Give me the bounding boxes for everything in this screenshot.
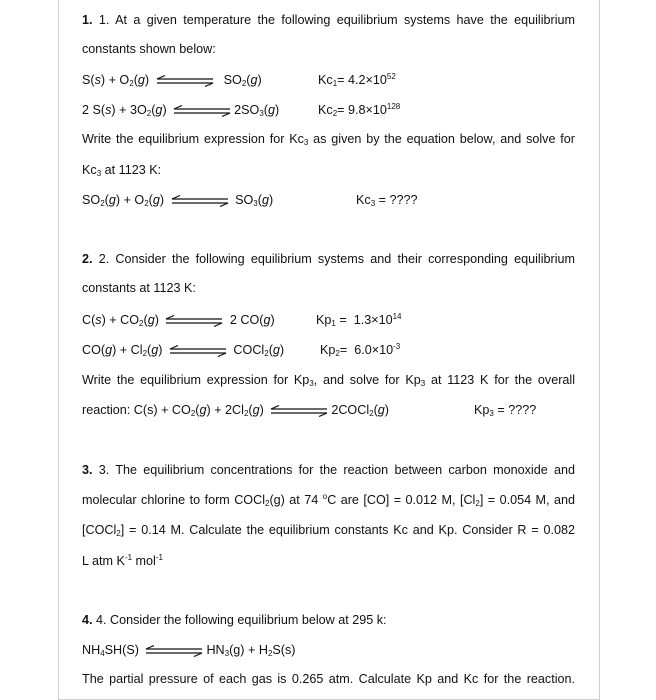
q1-instruction: Write the equilibrium expression for $Kc_3$ as given by the equation below, and solve for [82,132,575,147]
q1-reaction-3: $SO_2(g) + O_2(g)$ $SO_3(g)$ [82,193,274,208]
q1-kc3: $Kc_3$ = ???? [356,193,418,208]
q2-reaction-2: $CO(g) + Cl_2(g)$ COCl$_2$(g) [82,343,285,358]
q2-instr-a: Write the equilibrium expression for Kp [82,373,310,387]
q2-kp1: $Kp_1 = 1.3\times 10^{14}$ [316,312,402,328]
q2-instr-c: at 1123 K for the overall [425,373,576,387]
q4-intro: 4. 4. Consider the following equilibrium below at 295 k: [82,613,387,627]
q2-intro: 2. 2. Consider the following equilibrium systems and their corresponding equilibrium [82,252,576,266]
equilibrium-arrow-icon [170,195,230,207]
q3-line-2d: ] = 0.054 M, and [479,493,576,507]
q2-instruction: Write the equilibrium expression for $Kp_3$, and solve for $Kp_3$ at 1123 K for the overall [82,373,576,388]
q4-reaction-left: NH [82,643,101,657]
q3-line-1-text: 3. The equilibrium concentrations for the reaction between carbon monoxide and [98,463,575,477]
q1-intro-2: constants shown below: [82,42,216,56]
equilibrium-arrow-icon [144,645,204,657]
q2-intro-2: constants at 1123 K: [82,281,196,295]
q1-reaction-1: $S(s) + O_2(g)$ $SO_2(g)$ [82,73,262,88]
q4-intro-text: 4. Consider the following equilibrium below at 295 k: [96,613,387,627]
q2-overall-label: reaction: C(s) + CO [82,403,191,417]
q4-final: The partial pressure of each gas is 0.265 atm. Calculate Kp and Kc for the reaction. [82,672,575,686]
q3-line-2a: molecular chlorine to form COCl [82,493,265,507]
q1-instruction-2: $Kc_3$ at 1123 K: [82,163,162,178]
q1-kc2: $Kc_2= 9.8\times 10^{128}$ [318,102,401,118]
equilibrium-arrow-icon [168,345,228,357]
q1-instr-a: Write the equilibrium expression for Kc [82,132,304,146]
q3-line-3b: ] = 0.14 M. Calculate the equilibrium constants Kc and Kp. Consider R = 0.082 [120,523,575,537]
q1-instr-c: Kc [82,163,97,177]
q3-line-4: L atm $K^{-1}$ mol$^{-1}$ [82,553,163,568]
q1-kc1: $Kc_1= 4.2\times 10^{52}$ [318,72,396,88]
equilibrium-arrow-icon [164,315,224,327]
q2-kp3: $Kp_3$ = ???? [474,403,537,418]
equilibrium-arrow-icon [172,105,232,117]
q3-line-4a: L atm K [82,554,125,568]
q4-reaction-right-a: HN [206,643,225,657]
q1-reaction-2: 2 $S(s) + 3O_2(g)$ $2SO_3(g)$ [82,103,280,118]
q2-overall-reaction: reaction: $C(s) + CO_2(g) + 2Cl_2(g)$ 2COCl$_2$(g) [82,403,389,418]
q3-line-2c: C are [CO] = 0.012 M, [Cl [327,493,476,507]
q1-instr-b: as given by the equation below, and solve for [308,132,575,146]
q4-reaction-right-b: (g) + H [229,643,268,657]
q4-reaction: $NH_4SH(S) HN_3(g) + H_2S(s)$ [82,643,296,658]
equilibrium-arrow-icon [269,405,329,417]
q3-line-2b: (g) at 74 [269,493,323,507]
equilibrium-arrow-icon [155,75,215,87]
q3-line-3a: [COCl [82,523,117,537]
q3-line-2: molecular chlorine to form COCl$_2$(g) at 74 $^o$C are [CO] = 0.012 M, $[Cl_2] = 0.054$ M, and [82,492,576,508]
q3-line-3: [COCl$_2$] = 0.14 M. Calculate the equilibrium constants Kc and Kp. Consider R = 0.082 [82,523,575,538]
q3-line-1: 3. 3. The equilibrium concentrations for the reaction between carbon monoxide and [82,463,575,477]
q1-intro: 1. 1. At a given temperature the following equilibrium systems have the equilibrium [82,13,575,27]
q2-instr-b: , and solve for Kp [313,373,421,387]
q2-reaction-1: $C(s) + CO_2(g)$ 2 CO(g) [82,313,275,328]
q2-intro-text: 2. Consider the following equilibrium systems and their corresponding equilibrium [98,252,576,266]
q1-intro-text: 1. At a given temperature the following equilibrium systems have the equilibrium [98,13,575,27]
q1-instr-d: at 1123 K: [101,163,162,177]
q2-kp2: $Kp_2= 6.0\times 10^{-3}$ [320,342,401,358]
